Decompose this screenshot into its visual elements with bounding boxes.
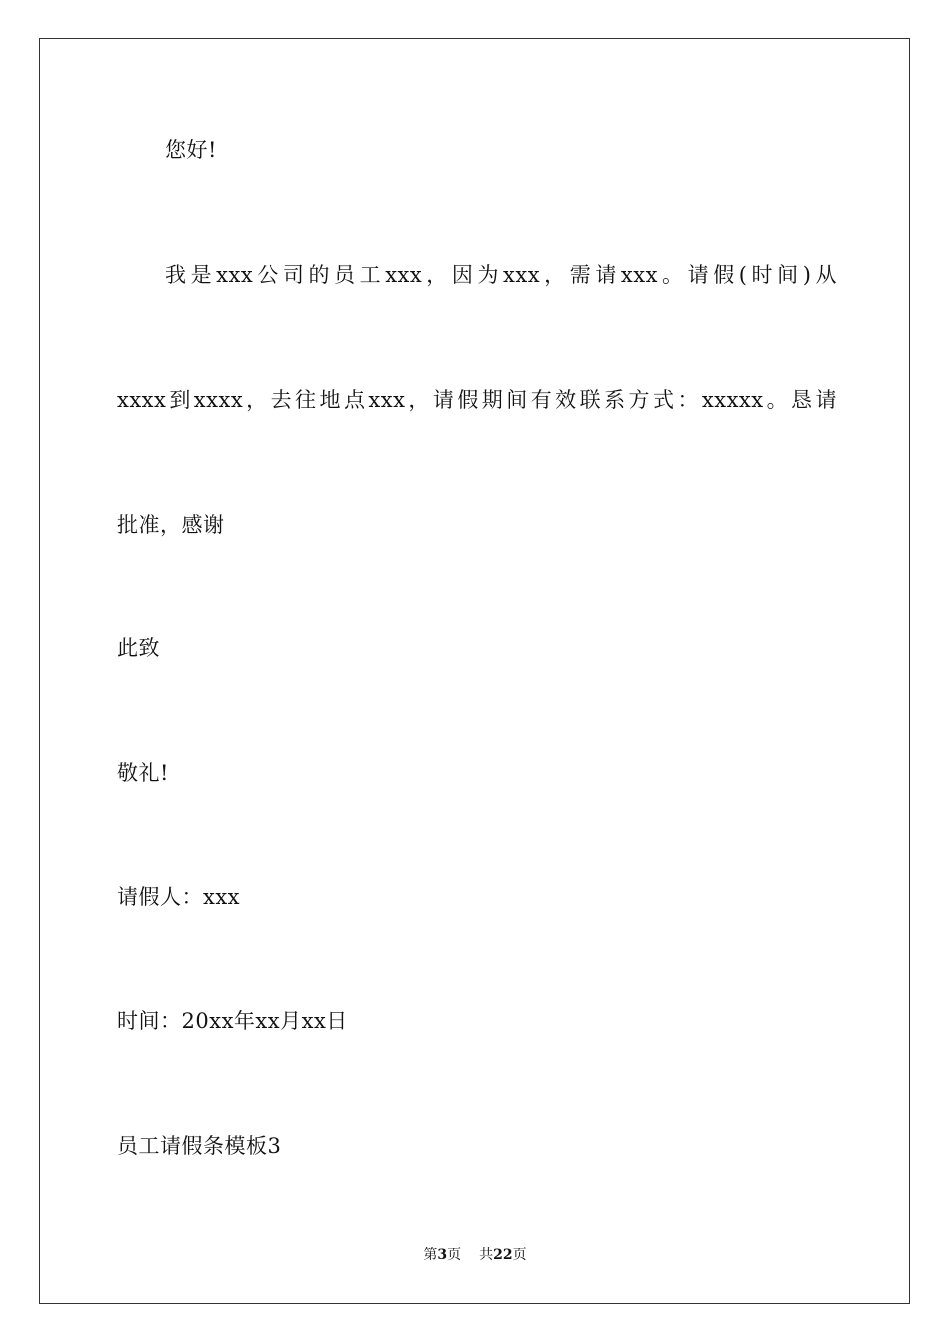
paragraph-line-2: xxxx到xxxx，去往地点xxx，请假期间有效联系方式：xxxxx。恳请 [117,388,837,412]
footer-page-prefix: 第 [423,1247,438,1263]
paragraph-line-3: 批准，感谢 [117,513,225,537]
closing-line-2: 敬礼! [117,761,169,785]
closing-line-1: 此致 [117,636,160,660]
applicant-line: 请假人：xxx [117,885,241,909]
date-line: 时间：20xx年xx月xx日 [117,1009,348,1033]
footer-total-suffix: 页 [512,1247,527,1263]
next-section-heading: 员工请假条模板3 [117,1134,282,1158]
paragraph-line-1: 我是xxx公司的员工xxx，因为xxx，需请xxx。请假(时间)从 [165,263,837,287]
footer-page-total: 22 [493,1247,513,1263]
footer-page-suffix: 页 [447,1247,462,1263]
greeting-line: 您好! [165,138,217,162]
page-border [39,38,910,1304]
footer-total-prefix: 共 [479,1247,494,1263]
footer-page-current: 3 [437,1247,448,1263]
page-footer [0,1245,950,1265]
